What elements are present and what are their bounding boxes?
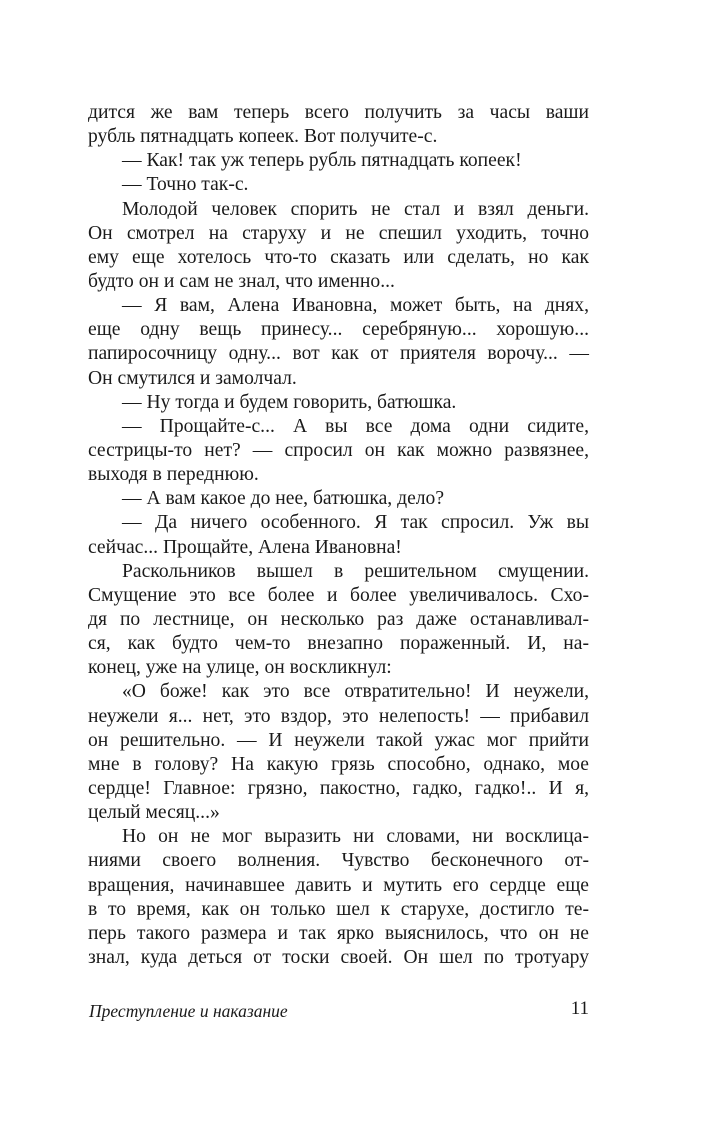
page-number: 11 — [570, 998, 589, 1019]
text-line: выходя в переднюю. — [88, 464, 259, 486]
text-line: сердце! Главное: грязно, пакостно, гадко, гадко!.. И я, — [88, 777, 589, 799]
text-line: — Точно так-с. — [122, 174, 249, 196]
text-line: в то время, как он только шел к старухе, достигло те- — [88, 898, 589, 920]
text-line: перь такого размера и так ярко выяснилось, что он не — [88, 922, 589, 944]
text-line: ниями своего волнения. Чувство бесконечного от- — [88, 850, 589, 872]
text-line: знал, куда деться от тоски своей. Он шел по тротуару — [88, 946, 589, 968]
text-line: мне в голову? На какую грязь способно, однако, мое — [88, 753, 589, 775]
text-line: рубль пятнадцать копеек. Вот получите-с. — [88, 126, 438, 148]
text-line: он решительно. — И неужели такой ужас мог прийти — [88, 729, 589, 751]
text-line: ся, как будто чем-то внезапно пораженный. И, на- — [88, 633, 589, 655]
text-line: — Да ничего особенного. Я так спросил. Уж вы — [122, 512, 589, 534]
text-line: — Прощайте-с... А вы все дома одни сидите, — [122, 415, 589, 437]
text-line: Раскольников вышел в решительном смущении. — [122, 560, 589, 582]
running-footer-title: Преступление и наказание — [89, 1001, 288, 1021]
text-line: — Ну тогда и будем говорить, батюшка. — [122, 391, 457, 413]
text-line: целый месяц...» — [88, 802, 220, 824]
text-line: — А вам какое до нее, батюшка, дело? — [122, 488, 445, 510]
body-text — [88, 101, 589, 970]
text-line: Молодой человек спорить не стал и взял деньги. — [122, 198, 589, 220]
text-line: конец, уже на улице, он воскликнул: — [88, 657, 392, 679]
text-line: папиросочницу одну... вот как от приятеля ворочу... — — [88, 343, 589, 365]
text-line: дится же вам теперь всего получить за часы ваши — [88, 102, 589, 123]
text-line: — Я вам, Алена Ивановна, может быть, на днях, — [122, 295, 589, 317]
text-line: вращения, начинавшее давить и мутить его сердце еще — [88, 874, 589, 896]
text-line: сестрицы-то нет? — спросил он как можно развязнее, — [88, 439, 589, 461]
text-line: Он смотрел на старуху и не спешил уходить, точно — [88, 222, 589, 244]
text-line: дя по лестнице, он несколько раз даже останавливал- — [88, 608, 589, 630]
text-line: Смущение это все более и более увеличивалось. Схо- — [88, 584, 589, 606]
text-line: «О боже! как это все отвратительно! И неужели, — [122, 681, 589, 703]
text-line: ему еще хотелось что-то сказать или сделать, но как — [88, 246, 589, 268]
text-line: — Как! так уж теперь рубль пятнадцать копеек! — [122, 150, 522, 172]
text-line: Но он не мог выразить ни словами, ни восклица- — [122, 826, 589, 848]
text-line: сейчас... Прощайте, Алена Ивановна! — [88, 536, 402, 558]
text-line: еще одну вещь принесу... серебряную... хорошую... — [88, 319, 589, 341]
text-line: неужели я... нет, это вздор, это нелепость! — прибавил — [88, 705, 589, 727]
text-line: Он смутился и замолчал. — [88, 367, 297, 389]
text-line: будто он и сам не знал, что именно... — [88, 270, 395, 292]
